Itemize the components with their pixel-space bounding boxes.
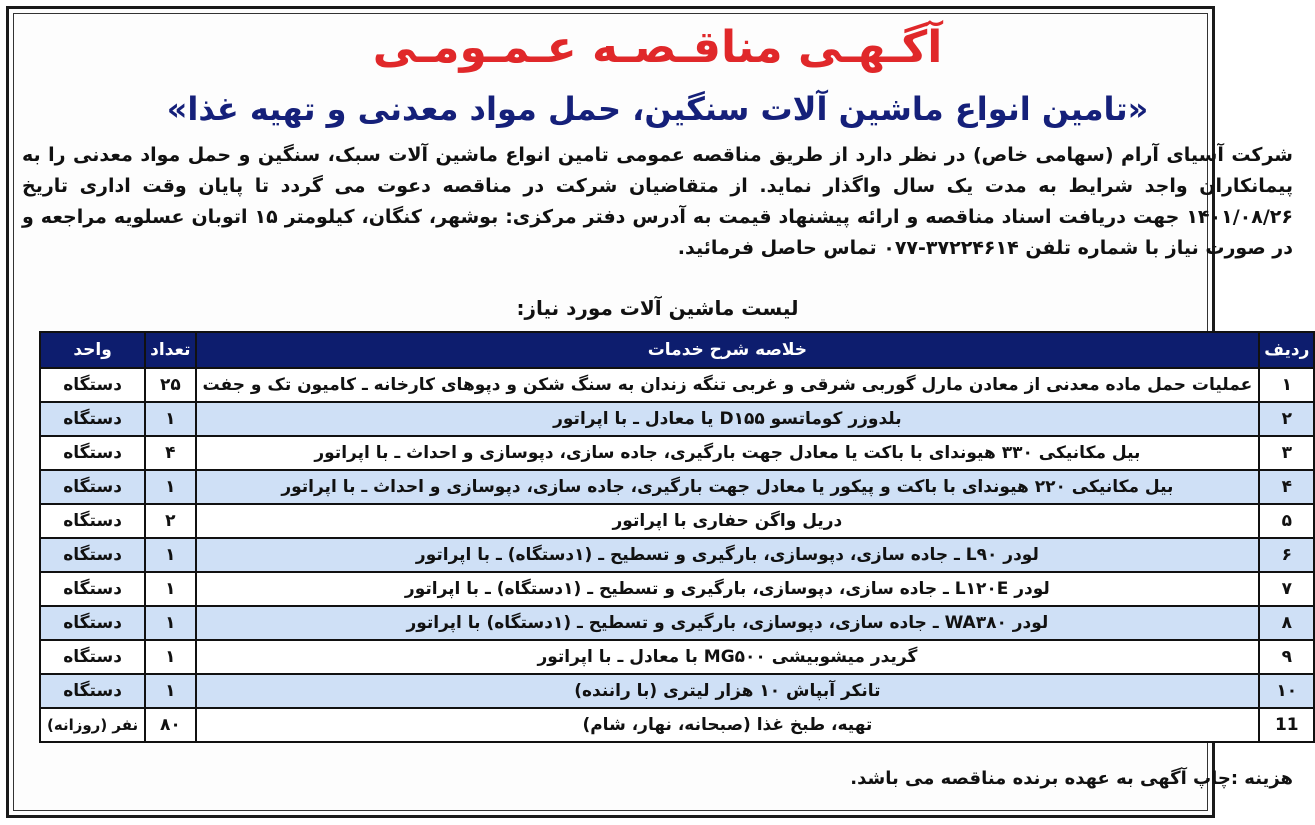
row-unit: دستگاه (40, 402, 145, 436)
row-description: تانکر آبپاش ۱۰ هزار لیتری (با راننده) (196, 674, 1260, 708)
list-title: لیست ماشین آلات مورد نیاز: (516, 296, 799, 320)
table-row (40, 606, 1314, 640)
machinery-table (39, 331, 1315, 743)
header-row-number: ردیف (1259, 332, 1314, 368)
row-unit: دستگاه (40, 606, 145, 640)
row-number: ۵ (1259, 504, 1314, 538)
row-unit: دستگاه (40, 572, 145, 606)
table-row (40, 402, 1314, 436)
header-unit: واحد (40, 332, 145, 368)
row-quantity: ۱ (145, 402, 195, 436)
row-number: ۹ (1259, 640, 1314, 674)
row-quantity: ۱ (145, 674, 195, 708)
row-description: لودر L۱۲۰E ـ جاده سازی، دپوسازی، بارگیری و تسطیح ـ (۱دستگاه) ـ با اپراتور (196, 572, 1260, 606)
table-row (40, 674, 1314, 708)
ad-body (22, 140, 1293, 264)
body-text: در نظر دارد از طریق مناقصه عمومی تامین انواع ماشین آلات سبک، سنگین و حمل مواد معدنی را به پیمانکاران واجد شرایط به مدت یک سال واگذار نماید. از متقاضیان شرکت در مناقصه دعوت می گردد تا پایان وقت اداری تاریخ ۱۴۰۱/۰۸/۲۶ جهت دریافت اسناد مناقصه و ارائه پیشنهاد قیمت به آدرس دفتر مرکزی: بوشهر، کنگان، کیلومتر ۱۵ اتوبان عسلویه مراجعه و در صورت نیاز با شماره تلفن ۳۷۲۲۴۶۱۴-۰۷۷ تماس حاصل فرمائید. (22, 144, 1293, 259)
header-quantity: تعداد (145, 332, 195, 368)
table-row (40, 368, 1314, 402)
table-row (40, 436, 1314, 470)
row-quantity: ۴ (145, 436, 195, 470)
row-number: ۶ (1259, 538, 1314, 572)
row-number: 11 (1259, 708, 1314, 742)
row-description: بلدوزر کوماتسو D۱۵۵ یا معادل ـ با اپراتور (196, 402, 1260, 436)
row-number: ۲ (1259, 402, 1314, 436)
row-description: بیل مکانیکی ۲۲۰ هیوندای با باکت و پیکور یا معادل جهت بارگیری، جاده سازی، دپوسازی و احداث ـ با اپراتور (196, 470, 1260, 504)
row-description: بیل مکانیکی ۳۳۰ هیوندای با باکت یا معادل جهت بارگیری، جاده سازی، دپوسازی و احداث ـ با اپراتور (196, 436, 1260, 470)
row-number: ۱ (1259, 368, 1314, 402)
row-number: ۸ (1259, 606, 1314, 640)
row-description: لودر WA۳۸۰ ـ جاده سازی، دپوسازی، بارگیری و تسطیح ـ (۱دستگاه) با اپراتور (196, 606, 1260, 640)
row-quantity: ۲ (145, 504, 195, 538)
row-unit: دستگاه (40, 538, 145, 572)
row-unit: دستگاه (40, 470, 145, 504)
row-unit: دستگاه (40, 368, 145, 402)
table-row (40, 708, 1314, 742)
row-unit: دستگاه (40, 504, 145, 538)
row-number: ۱۰ (1259, 674, 1314, 708)
row-unit: دستگاه (40, 640, 145, 674)
row-number: ۷ (1259, 572, 1314, 606)
row-description: گریدر میشوبیشی MG۵۰۰ با معادل ـ با اپراتور (196, 640, 1260, 674)
row-unit: دستگاه (40, 674, 145, 708)
cost-note: هزینه :چاپ آگهی به عهده برنده مناقصه می باشد. (850, 768, 1293, 789)
row-quantity: ۱ (145, 470, 195, 504)
ad-subtitle: «تامین انواع ماشین آلات سنگین، حمل مواد معدنی و تهیه غذا» (166, 90, 1149, 128)
row-unit: دستگاه (40, 436, 145, 470)
row-quantity: ۱ (145, 572, 195, 606)
row-quantity: ۱ (145, 640, 195, 674)
row-number: ۳ (1259, 436, 1314, 470)
company-name: شرکت آسیای آرام (سهامی خاص) (972, 144, 1293, 166)
row-unit: نفر (روزانه) (40, 708, 145, 742)
row-description: تهیه، طبخ غذا (صبحانه، نهار، شام) (196, 708, 1260, 742)
table-row (40, 538, 1314, 572)
row-description: لودر L۹۰ ـ جاده سازی، دپوسازی، بارگیری و تسطیح ـ (۱دستگاه) ـ با اپراتور (196, 538, 1260, 572)
row-number: ۴ (1259, 470, 1314, 504)
table-header-row (40, 332, 1314, 368)
table-row (40, 504, 1314, 538)
row-description: عملیات حمل ماده معدنی از معادن مارل گوربی شرقی و غربی تنگه زندان به سنگ شکن و دپوهای کارخانه ـ کامیون تک و جفت (196, 368, 1260, 402)
table-row (40, 640, 1314, 674)
header-description: خلاصه شرح خدمات (196, 332, 1260, 368)
table-row (40, 572, 1314, 606)
table-row (40, 470, 1314, 504)
ad-title: آگـهـی مناقـصـه عـمـومـی (372, 22, 943, 73)
row-quantity: ۱ (145, 538, 195, 572)
row-quantity: ۸۰ (145, 708, 195, 742)
row-quantity: ۱ (145, 606, 195, 640)
row-description: دریل واگن حفاری با اپراتور (196, 504, 1260, 538)
row-quantity: ۲۵ (145, 368, 195, 402)
